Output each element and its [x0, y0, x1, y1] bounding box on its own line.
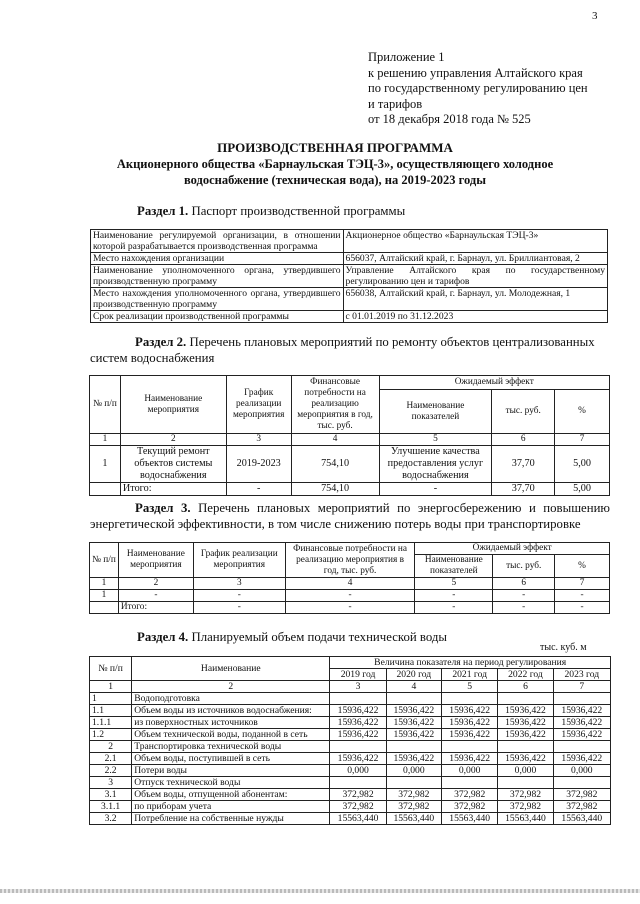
table-cell: 15936,422 — [553, 717, 610, 729]
row-name: Объем воды, поступившей в сеть — [132, 753, 330, 765]
table-cell: 0,000 — [442, 765, 498, 777]
section2-heading — [90, 334, 610, 366]
appendix-note — [368, 50, 628, 128]
header-cell: % — [555, 390, 610, 434]
table-cell: Наименование регулируемой организации, в отношении которой разрабатывается производственная программа — [91, 230, 344, 253]
table-cell: 2 — [132, 681, 330, 693]
section-title: Планируемый объем подачи технической воды — [188, 630, 447, 644]
table-cell: - — [193, 590, 285, 602]
table-cell: - — [285, 590, 415, 602]
header-cell: Ожидаемый эффект — [415, 543, 610, 555]
table-row — [90, 693, 611, 705]
table-cell: 372,982 — [442, 801, 498, 813]
appendix-line: к решению управления Алтайского края — [368, 65, 583, 80]
table-cell: 0,000 — [553, 765, 610, 777]
header-cell: График реализации мероприятия — [226, 376, 291, 434]
table-cell: 15936,422 — [442, 729, 498, 741]
table-cell: 15936,422 — [386, 753, 441, 765]
table-cell: 15936,422 — [553, 705, 610, 717]
column-number-row — [90, 434, 610, 446]
table-cell — [498, 741, 553, 753]
table-cell: - — [415, 590, 493, 602]
header-cell: Ожидаемый эффект — [379, 376, 610, 390]
row-number: 3 — [90, 777, 132, 789]
row-name: Потери воды — [132, 765, 330, 777]
table-cell: 372,982 — [442, 789, 498, 801]
table-cell: 6 — [492, 434, 555, 446]
section-label: Раздел 1. — [137, 204, 189, 218]
table-cell — [386, 693, 441, 705]
table-cell — [442, 777, 498, 789]
row-name: Отпуск технической воды — [132, 777, 330, 789]
table-row — [90, 741, 611, 753]
table-cell: 4 — [285, 578, 415, 590]
table-cell: - — [193, 602, 285, 614]
row-number: 1.2 — [90, 729, 132, 741]
table-row — [91, 311, 608, 323]
table-cell: 0,000 — [330, 765, 386, 777]
table-row — [90, 446, 610, 483]
table-cell: 5 — [379, 434, 492, 446]
table-cell — [90, 602, 119, 614]
table-cell: 15936,422 — [442, 753, 498, 765]
table-cell: 5 — [442, 681, 498, 693]
scan-edge-divider — [0, 889, 640, 893]
year-header: 2019 год — [330, 669, 386, 681]
table-cell: Место нахождения уполномоченного органа, утвердившего производственную программу — [91, 288, 344, 311]
table-cell: Место нахождения организации — [91, 253, 344, 265]
table-cell: 15936,422 — [553, 729, 610, 741]
row-number: 3.1.1 — [90, 801, 132, 813]
header-cell: тыс. руб. — [493, 555, 555, 578]
table-row — [90, 813, 611, 825]
table-row — [90, 789, 611, 801]
section-label: Раздел 3. — [135, 501, 191, 515]
table-row — [90, 717, 611, 729]
appendix-line: от 18 декабря 2018 года № 525 — [368, 112, 531, 126]
table-cell — [553, 777, 610, 789]
appendix-line: Приложение 1 — [368, 50, 445, 64]
table-cell: Наименование уполномоченного органа, утвердившего производственную программу — [91, 265, 344, 288]
table-cell: 15936,422 — [386, 705, 441, 717]
table-cell: 7 — [555, 434, 610, 446]
table-cell: 372,982 — [330, 789, 386, 801]
table-row — [91, 288, 608, 311]
row-number: 3.1 — [90, 789, 132, 801]
row-number: 1.1.1 — [90, 717, 132, 729]
header-cell: Величина показателя на период регулирования — [330, 657, 611, 669]
table-cell: 1 — [90, 590, 119, 602]
table-cell: 2 — [120, 434, 226, 446]
header-cell: Наименование мероприятия — [120, 376, 226, 434]
table-cell: - — [118, 590, 193, 602]
header-cell: № п/п — [90, 376, 121, 434]
year-header: 2022 год — [498, 669, 553, 681]
table-cell: с 01.01.2019 по 31.12.2023 — [343, 311, 607, 323]
row-number: 2.2 — [90, 765, 132, 777]
table-cell: 15936,422 — [330, 717, 386, 729]
table-cell: 372,982 — [386, 789, 441, 801]
row-name: Транспортировка технической воды — [132, 741, 330, 753]
header-cell: № п/п — [90, 657, 132, 681]
table-cell: Управление Алтайского края по государственному регулированию цен и тарифов — [343, 265, 607, 288]
column-number-row — [90, 681, 611, 693]
table-cell: 372,982 — [498, 789, 553, 801]
table-cell — [330, 693, 386, 705]
table-cell: 3 — [330, 681, 386, 693]
table-header-row — [90, 543, 610, 555]
section-title: Паспорт производственной программы — [188, 204, 406, 218]
row-name: Объем технической воды, поданной в сеть — [132, 729, 330, 741]
table-row — [90, 590, 610, 602]
table-cell: 15936,422 — [330, 753, 386, 765]
row-number: 2 — [90, 741, 132, 753]
table-cell: 372,982 — [386, 801, 441, 813]
table-cell: 7 — [553, 681, 610, 693]
table-cell: - — [493, 590, 555, 602]
year-header: 2020 год — [386, 669, 441, 681]
section3-heading — [90, 500, 610, 532]
table-cell: 6 — [498, 681, 553, 693]
table-row — [90, 765, 611, 777]
table-cell: 15936,422 — [498, 717, 553, 729]
table-cell — [330, 741, 386, 753]
table-cell: 1 — [90, 681, 132, 693]
table-cell: 3 — [226, 434, 291, 446]
table-cell: 15936,422 — [498, 753, 553, 765]
table-cell: 5,00 — [555, 483, 610, 496]
table-cell: - — [285, 602, 415, 614]
table-cell — [442, 741, 498, 753]
table-cell: 15936,422 — [386, 729, 441, 741]
table-cell: 754,10 — [291, 446, 379, 483]
table-cell: 1 — [90, 578, 119, 590]
table-row — [91, 253, 608, 265]
table-cell: 37,70 — [492, 483, 555, 496]
table-cell: 15936,422 — [330, 729, 386, 741]
year-header: 2023 год — [553, 669, 610, 681]
repair-measures-table — [89, 375, 610, 496]
table-cell: 1 — [90, 434, 121, 446]
table-cell: 5,00 — [555, 446, 610, 483]
table-cell: 6 — [493, 578, 555, 590]
row-name: Водоподготовка — [132, 693, 330, 705]
table-cell: Акционерное общество «Барнаульская ТЭЦ-3» — [343, 230, 607, 253]
table-cell: 372,982 — [553, 801, 610, 813]
table-cell: 15936,422 — [553, 753, 610, 765]
total-label: Итого: — [120, 483, 226, 496]
passport-table — [90, 229, 608, 323]
table-header-row — [90, 376, 610, 390]
table-cell: 15563,440 — [386, 813, 441, 825]
table-cell — [553, 741, 610, 753]
row-name: Объем воды из источников водоснабжения: — [132, 705, 330, 717]
table-cell — [498, 777, 553, 789]
header-cell: № п/п — [90, 543, 119, 578]
title-main: ПРОИЗВОДСТВЕННАЯ ПРОГРАММА — [217, 140, 453, 155]
header-cell: Наименование мероприятия — [118, 543, 193, 578]
title-sub: Акционерного общества «Барнаульская ТЭЦ-3», осуществляющего холодное — [116, 157, 554, 171]
total-row — [90, 602, 610, 614]
table-cell: - — [226, 483, 291, 496]
page-number: 3 — [592, 10, 598, 22]
units-label: тыс. куб. м — [540, 642, 587, 653]
table-cell: 15936,422 — [386, 717, 441, 729]
section-label: Раздел 4. — [137, 630, 189, 644]
table-row — [91, 265, 608, 288]
table-cell: 372,982 — [553, 789, 610, 801]
row-name: из поверхностных источников — [132, 717, 330, 729]
table-cell: Текущий ремонт объектов системы водоснабжения — [120, 446, 226, 483]
appendix-line: по государственному регулированию цен — [368, 81, 588, 95]
header-cell: Финансовые потребности на реализацию мероприятия в год, тыс. руб. — [291, 376, 379, 434]
table-cell: 15936,422 — [442, 717, 498, 729]
header-cell: Финансовые потребности на реализацию мероприятия в год, тыс. руб. — [285, 543, 415, 578]
table-row — [90, 705, 611, 717]
table-cell: 754,10 — [291, 483, 379, 496]
section1-heading — [137, 203, 405, 219]
table-cell: - — [555, 590, 610, 602]
water-supply-volume-table — [89, 656, 611, 825]
row-name: по приборам учета — [132, 801, 330, 813]
table-cell — [553, 693, 610, 705]
table-cell: 15563,440 — [553, 813, 610, 825]
header-cell: График реализации мероприятия — [193, 543, 285, 578]
table-cell: - — [415, 602, 493, 614]
table-row — [90, 753, 611, 765]
table-cell: 656038, Алтайский край, г. Барнаул, ул. Молодежная, 1 — [343, 288, 607, 311]
table-cell: 3 — [193, 578, 285, 590]
year-header: 2021 год — [442, 669, 498, 681]
table-cell: 2019-2023 — [226, 446, 291, 483]
total-row — [90, 483, 610, 496]
row-number: 1.1 — [90, 705, 132, 717]
table-cell — [330, 777, 386, 789]
table-row — [90, 801, 611, 813]
table-cell: - — [379, 483, 492, 496]
table-cell: 372,982 — [330, 801, 386, 813]
title-sub: водоснабжение (техническая вода), на 2019-2023 годы — [183, 173, 487, 187]
document-title — [60, 140, 610, 188]
header-cell: Наименование — [132, 657, 330, 681]
row-number: 3.2 — [90, 813, 132, 825]
table-cell: 4 — [291, 434, 379, 446]
section-title: Перечень плановых мероприятий по ремонту объектов централизованных систем водоснабжения — [90, 335, 595, 365]
total-label: Итого: — [118, 602, 193, 614]
table-row — [90, 729, 611, 741]
appendix-line: и тарифов — [368, 96, 423, 111]
section-label: Раздел 2. — [135, 335, 187, 349]
table-header-row — [90, 657, 611, 669]
table-cell: 15563,440 — [330, 813, 386, 825]
column-number-row — [90, 578, 610, 590]
table-cell: - — [493, 602, 555, 614]
row-name: Потребление на собственные нужды — [132, 813, 330, 825]
table-row — [91, 230, 608, 253]
table-cell — [386, 777, 441, 789]
section4-heading — [137, 629, 447, 645]
table-cell — [90, 483, 121, 496]
row-name: Объем воды, отпущенной абонентам: — [132, 789, 330, 801]
header-cell: тыс. руб. — [492, 390, 555, 434]
header-cell: Наименование показателей — [415, 555, 493, 578]
table-cell: 7 — [555, 578, 610, 590]
table-cell — [442, 693, 498, 705]
table-cell: 15936,422 — [498, 729, 553, 741]
table-cell: 15563,440 — [498, 813, 553, 825]
table-cell: 15563,440 — [442, 813, 498, 825]
table-cell: 5 — [415, 578, 493, 590]
table-cell: 0,000 — [386, 765, 441, 777]
row-number: 1 — [90, 693, 132, 705]
energy-saving-table — [89, 542, 610, 614]
table-cell: 2 — [118, 578, 193, 590]
table-cell: - — [555, 602, 610, 614]
table-cell: Срок реализации производственной программы — [91, 311, 344, 323]
table-cell: 15936,422 — [330, 705, 386, 717]
table-cell — [498, 693, 553, 705]
table-cell: 0,000 — [498, 765, 553, 777]
row-number: 2.1 — [90, 753, 132, 765]
header-cell: % — [555, 555, 610, 578]
table-cell: Улучшение качества предоставления услуг водоснабжения — [379, 446, 492, 483]
table-cell: 15936,422 — [498, 705, 553, 717]
table-cell: 4 — [386, 681, 441, 693]
table-row — [90, 777, 611, 789]
table-cell: 656037, Алтайский край, г. Барнаул, ул. Бриллиантовая, 2 — [343, 253, 607, 265]
table-cell: 15936,422 — [442, 705, 498, 717]
table-cell: 37,70 — [492, 446, 555, 483]
table-cell: 372,982 — [498, 801, 553, 813]
header-cell: Наименование показателей — [379, 390, 492, 434]
section-title: Перечень плановых мероприятий по энергосбережению и повышению энергетической эффективности, в том числе снижению потерь воды при транспортировке — [90, 501, 610, 531]
table-cell — [386, 741, 441, 753]
table-cell: 1 — [90, 446, 121, 483]
